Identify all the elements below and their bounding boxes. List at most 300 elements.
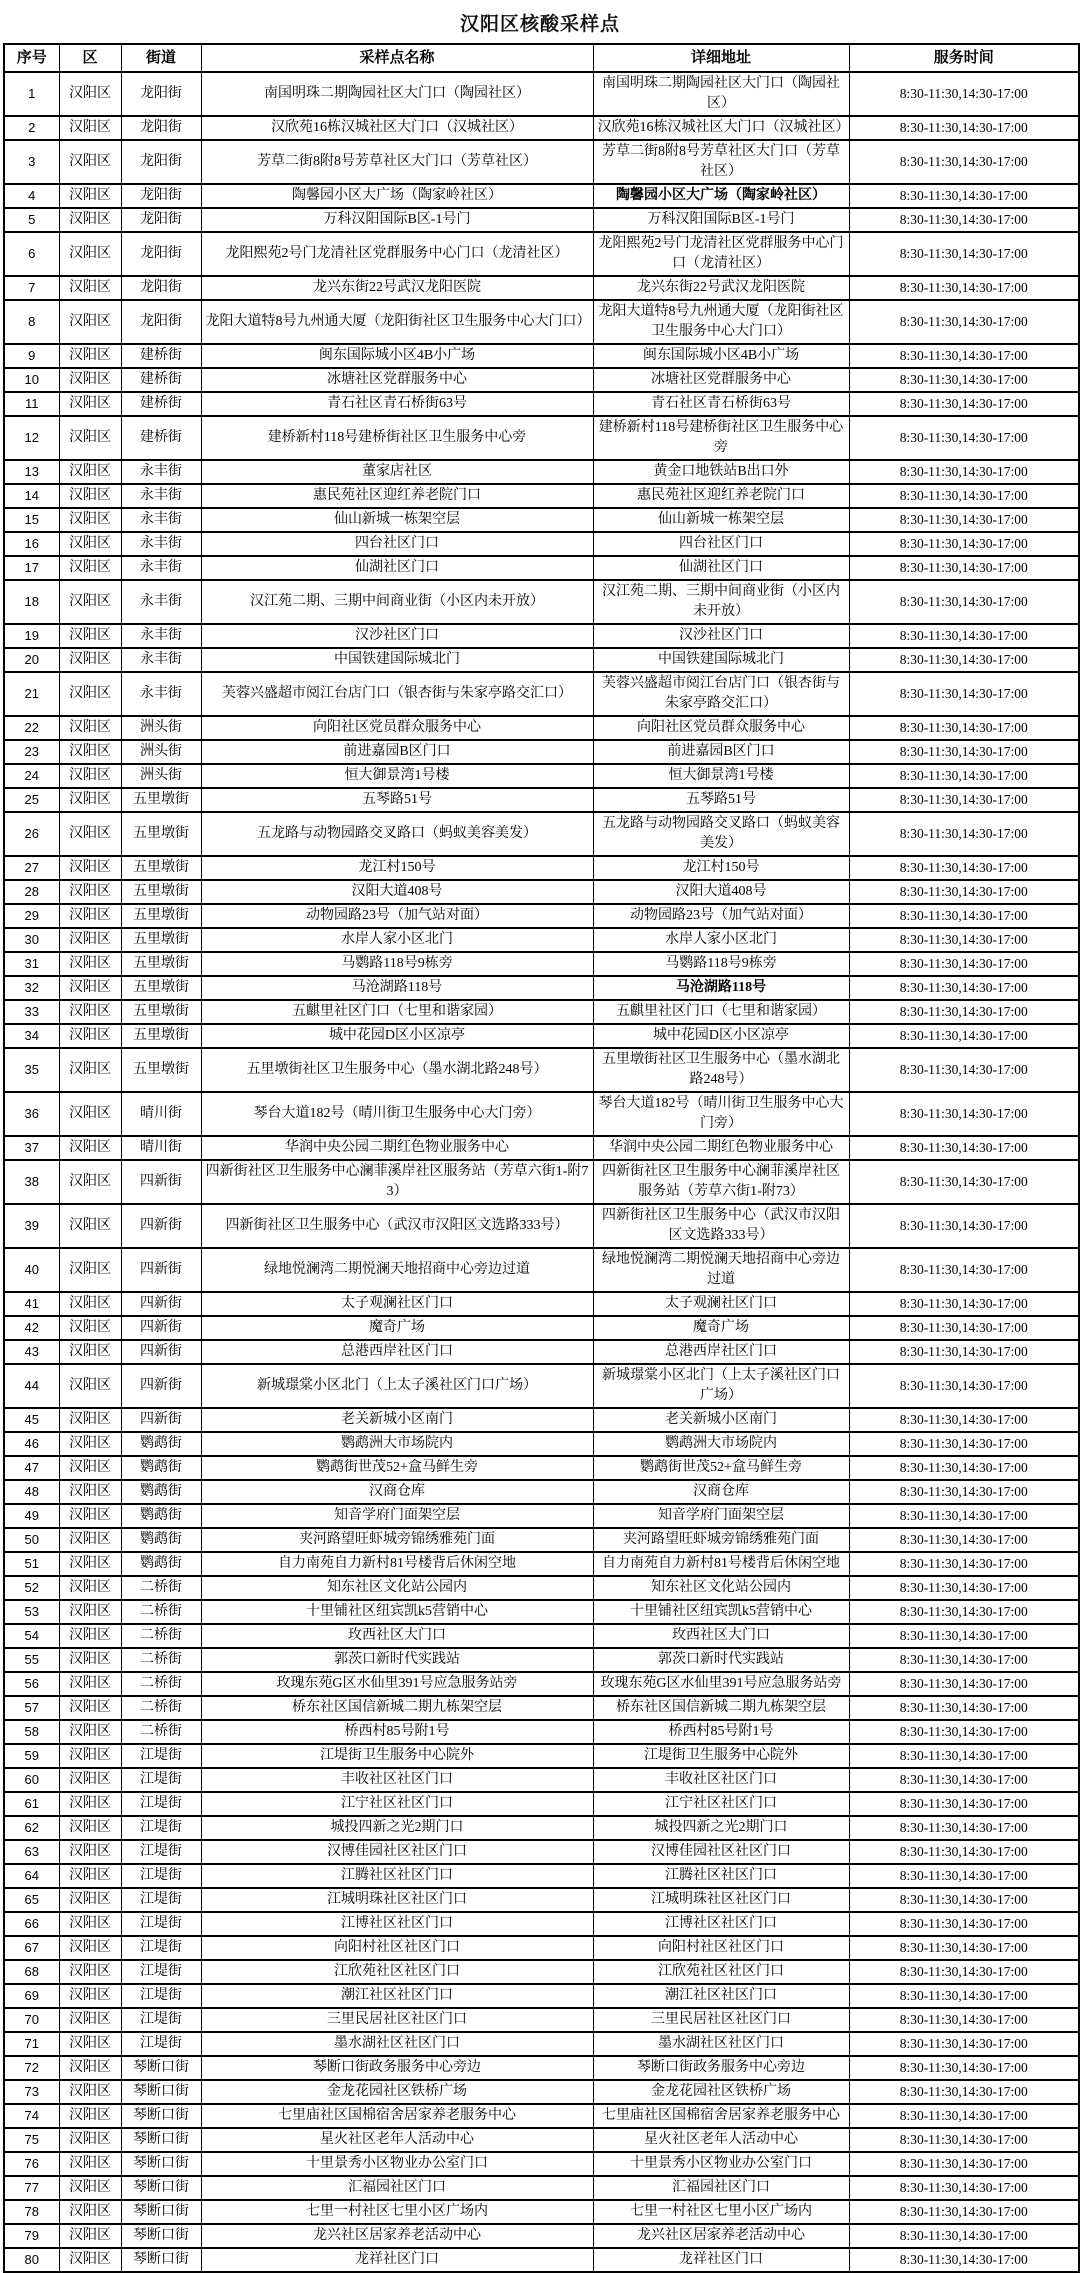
cell-no: 7 [4,276,59,300]
cell-address: 龙祥社区门口 [593,2248,849,2272]
cell-address: 新城璟棠小区北门（上太子溪社区门口广场） [593,1364,849,1408]
cell-name: 玫西社区大门口 [201,1624,593,1648]
cell-address: 四新街社区卫生服务中心（武汉市汉阳区文选路333号） [593,1204,849,1248]
cell-time: 8:30-11:30,14:30-17:00 [849,416,1079,460]
table-row [4,1292,1079,1316]
cell-no: 29 [4,904,59,928]
cell-name: 玫瑰东苑G区水仙里391号应急服务站旁 [201,1672,593,1696]
table-row [4,1204,1079,1248]
cell-district: 汉阳区 [59,276,121,300]
cell-name: 三里民居社区社区门口 [201,2008,593,2032]
cell-district: 汉阳区 [59,1504,121,1528]
cell-address: 恒大御景湾1号楼 [593,764,849,788]
cell-no: 46 [4,1432,59,1456]
cell-street: 二桥街 [121,1648,201,1672]
cell-street: 永丰街 [121,648,201,672]
cell-time: 8:30-11:30,14:30-17:00 [849,648,1079,672]
cell-name: 五龙路与动物园路交叉路口（蚂蚁美容美发） [201,812,593,856]
cell-name: 墨水湖社区社区门口 [201,2032,593,2056]
cell-district: 汉阳区 [59,1528,121,1552]
cell-street: 建桥街 [121,344,201,368]
cell-time: 8:30-11:30,14:30-17:00 [849,140,1079,184]
cell-address: 绿地悦澜湾二期悦澜天地招商中心旁边过道 [593,1248,849,1292]
cell-no: 40 [4,1248,59,1292]
cell-street: 永丰街 [121,556,201,580]
cell-no: 69 [4,1984,59,2008]
table-row [4,1364,1079,1408]
table-row [4,1984,1079,2008]
cell-district: 汉阳区 [59,1048,121,1092]
cell-name: 丰收社区社区门口 [201,1768,593,1792]
cell-time: 8:30-11:30,14:30-17:00 [849,1864,1079,1888]
cell-time: 8:30-11:30,14:30-17:00 [849,812,1079,856]
table-row [4,116,1079,140]
cell-address: 江宁社区社区门口 [593,1792,849,1816]
table-row [4,1936,1079,1960]
cell-district: 汉阳区 [59,1092,121,1136]
cell-no: 38 [4,1160,59,1204]
cell-address: 汉博佳园社区社区门口 [593,1840,849,1864]
cell-time: 8:30-11:30,14:30-17:00 [849,2224,1079,2248]
cell-name: 城投四新之光2期门口 [201,1816,593,1840]
cell-no: 51 [4,1552,59,1576]
cell-address: 汉欣苑16栋汉城社区大门口（汉城社区） [593,116,849,140]
cell-time: 8:30-11:30,14:30-17:00 [849,1364,1079,1408]
cell-address: 金龙花园社区铁桥广场 [593,2080,849,2104]
cell-street: 四新街 [121,1340,201,1364]
col-header-name: 采样点名称 [201,44,593,72]
cell-district: 汉阳区 [59,672,121,716]
cell-district: 汉阳区 [59,1204,121,1248]
cell-no: 11 [4,392,59,416]
cell-street: 龙阳街 [121,72,201,116]
cell-name: 四台社区门口 [201,532,593,556]
cell-time: 8:30-11:30,14:30-17:00 [849,556,1079,580]
table-row [4,1672,1079,1696]
cell-street: 二桥街 [121,1576,201,1600]
cell-time: 8:30-11:30,14:30-17:00 [849,1248,1079,1292]
cell-no: 32 [4,976,59,1000]
cell-no: 68 [4,1960,59,1984]
table-row [4,740,1079,764]
cell-time: 8:30-11:30,14:30-17:00 [849,1624,1079,1648]
cell-name: 自力南苑自力新村81号楼背后休闲空地 [201,1552,593,1576]
table-row [4,556,1079,580]
cell-address: 汇福园社区门口 [593,2176,849,2200]
table-row [4,532,1079,556]
table-row [4,184,1079,208]
cell-name: 汉商仓库 [201,1480,593,1504]
cell-district: 汉阳区 [59,648,121,672]
table-row [4,2176,1079,2200]
cell-address: 芳草二街8附8号芳草社区大门口（芳草社区） [593,140,849,184]
cell-address: 五龙路与动物园路交叉路口（蚂蚁美容美发） [593,812,849,856]
cell-address: 十里景秀小区物业办公室门口 [593,2152,849,2176]
table-row [4,788,1079,812]
cell-time: 8:30-11:30,14:30-17:00 [849,1816,1079,1840]
table-row [4,952,1079,976]
cell-no: 5 [4,208,59,232]
cell-street: 江堤街 [121,1768,201,1792]
cell-name: 冰塘社区党群服务中心 [201,368,593,392]
cell-street: 琴断口街 [121,2152,201,2176]
cell-name: 汉欣苑16栋汉城社区大门口（汉城社区） [201,116,593,140]
cell-name: 仙湖社区门口 [201,556,593,580]
cell-street: 江堤街 [121,2032,201,2056]
cell-time: 8:30-11:30,14:30-17:00 [849,740,1079,764]
cell-address: 马鹦路118号9栋旁 [593,952,849,976]
cell-no: 37 [4,1136,59,1160]
cell-street: 五里墩街 [121,952,201,976]
cell-district: 汉阳区 [59,392,121,416]
cell-no: 12 [4,416,59,460]
cell-name: 芳草二街8附8号芳草社区大门口（芳草社区） [201,140,593,184]
table-row [4,1552,1079,1576]
table-row [4,648,1079,672]
cell-district: 汉阳区 [59,2104,121,2128]
cell-name: 五里墩街社区卫生服务中心（墨水湖北路248号） [201,1048,593,1092]
table-row [4,1340,1079,1364]
table-row [4,232,1079,276]
cell-street: 江堤街 [121,1864,201,1888]
table-row [4,1248,1079,1292]
cell-name: 前进嘉园B区门口 [201,740,593,764]
cell-name: 江欣苑社区社区门口 [201,1960,593,1984]
cell-time: 8:30-11:30,14:30-17:00 [849,2200,1079,2224]
cell-street: 江堤街 [121,1744,201,1768]
cell-no: 75 [4,2128,59,2152]
cell-street: 永丰街 [121,672,201,716]
cell-name: 鹦鹉洲大市场院内 [201,1432,593,1456]
cell-name: 惠民苑社区迎红养老院门口 [201,484,593,508]
cell-time: 8:30-11:30,14:30-17:00 [849,2104,1079,2128]
table-row [4,2008,1079,2032]
cell-district: 汉阳区 [59,2224,121,2248]
cell-district: 汉阳区 [59,1888,121,1912]
cell-no: 30 [4,928,59,952]
cell-name: 龙兴社区居家养老活动中心 [201,2224,593,2248]
table-row [4,276,1079,300]
cell-street: 五里墩街 [121,1024,201,1048]
table-row [4,140,1079,184]
cell-time: 8:30-11:30,14:30-17:00 [849,2152,1079,2176]
cell-district: 汉阳区 [59,1936,121,1960]
cell-address: 华润中央公园二期红色物业服务中心 [593,1136,849,1160]
cell-address: 龙兴东街22号武汉龙阳医院 [593,276,849,300]
cell-time: 8:30-11:30,14:30-17:00 [849,624,1079,648]
cell-no: 39 [4,1204,59,1248]
cell-time: 8:30-11:30,14:30-17:00 [849,1984,1079,2008]
cell-time: 8:30-11:30,14:30-17:00 [849,580,1079,624]
cell-name: 十里景秀小区物业办公室门口 [201,2152,593,2176]
cell-name: 汉江苑二期、三期中间商业街（小区内未开放） [201,580,593,624]
cell-street: 琴断口街 [121,2104,201,2128]
cell-name: 陶馨园小区大广场（陶家岭社区） [201,184,593,208]
cell-time: 8:30-11:30,14:30-17:00 [849,484,1079,508]
table-row [4,1432,1079,1456]
cell-name: 绿地悦澜湾二期悦澜天地招商中心旁边过道 [201,1248,593,1292]
cell-no: 61 [4,1792,59,1816]
cell-district: 汉阳区 [59,1576,121,1600]
cell-name: 知东社区文化站公园内 [201,1576,593,1600]
table-row [4,2152,1079,2176]
cell-address: 仙山新城一栋架空层 [593,508,849,532]
cell-no: 53 [4,1600,59,1624]
cell-district: 汉阳区 [59,928,121,952]
cell-district: 汉阳区 [59,140,121,184]
table-header [4,44,1079,72]
cell-name: 鹦鹉街世茂52+盒马鲜生旁 [201,1456,593,1480]
cell-no: 28 [4,880,59,904]
cell-time: 8:30-11:30,14:30-17:00 [849,2128,1079,2152]
cell-address: 老关新城小区南门 [593,1408,849,1432]
cell-district: 汉阳区 [59,1316,121,1340]
cell-district: 汉阳区 [59,1248,121,1292]
cell-street: 琴断口街 [121,2128,201,2152]
cell-name: 龙阳熙苑2号门龙清社区党群服务中心门口（龙清社区） [201,232,593,276]
cell-district: 汉阳区 [59,1648,121,1672]
cell-name: 中国铁建国际城北门 [201,648,593,672]
cell-street: 洲头街 [121,764,201,788]
table-row [4,392,1079,416]
cell-time: 8:30-11:30,14:30-17:00 [849,208,1079,232]
cell-address: 南国明珠二期陶园社区大门口（陶园社区） [593,72,849,116]
cell-street: 龙阳街 [121,300,201,344]
cell-no: 17 [4,556,59,580]
cell-time: 8:30-11:30,14:30-17:00 [849,976,1079,1000]
cell-time: 8:30-11:30,14:30-17:00 [849,1316,1079,1340]
cell-district: 汉阳区 [59,2176,121,2200]
cell-no: 55 [4,1648,59,1672]
table-row [4,1024,1079,1048]
table-row [4,1696,1079,1720]
cell-name: 青石社区青石桥街63号 [201,392,593,416]
cell-time: 8:30-11:30,14:30-17:00 [849,232,1079,276]
cell-no: 63 [4,1840,59,1864]
cell-address: 江城明珠社区社区门口 [593,1888,849,1912]
cell-address: 四新街社区卫生服务中心澜菲溪岸社区服务站（芳草六街1-附73） [593,1160,849,1204]
cell-name: 夹河路望旺虾城旁锦绣雅苑门面 [201,1528,593,1552]
cell-name: 建桥新村118号建桥街社区卫生服务中心旁 [201,416,593,460]
cell-district: 汉阳区 [59,1160,121,1204]
cell-street: 永丰街 [121,624,201,648]
cell-address: 知东社区文化站公园内 [593,1576,849,1600]
cell-no: 13 [4,460,59,484]
cell-name: 新城璟棠小区北门（上太子溪社区门口广场） [201,1364,593,1408]
cell-name: 龙兴东街22号武汉龙阳医院 [201,276,593,300]
cell-name: 华润中央公园二期红色物业服务中心 [201,1136,593,1160]
cell-district: 汉阳区 [59,624,121,648]
cell-name: 龙阳大道特8号九州通大厦（龙阳街社区卫生服务中心大门口） [201,300,593,344]
cell-district: 汉阳区 [59,460,121,484]
cell-district: 汉阳区 [59,1456,121,1480]
cell-name: 龙祥社区门口 [201,2248,593,2272]
cell-time: 8:30-11:30,14:30-17:00 [849,1576,1079,1600]
cell-address: 桥西村85号附1号 [593,1720,849,1744]
cell-street: 洲头街 [121,740,201,764]
cell-district: 汉阳区 [59,880,121,904]
cell-address: 闽东国际城小区4B小广场 [593,344,849,368]
cell-no: 77 [4,2176,59,2200]
table-row [4,2224,1079,2248]
cell-no: 20 [4,648,59,672]
cell-address: 龙兴社区居家养老活动中心 [593,2224,849,2248]
table-row [4,484,1079,508]
cell-no: 58 [4,1720,59,1744]
cell-street: 江堤街 [121,1912,201,1936]
cell-street: 二桥街 [121,1720,201,1744]
cell-street: 江堤街 [121,1984,201,2008]
cell-address: 魔奇广场 [593,1316,849,1340]
cell-district: 汉阳区 [59,556,121,580]
cell-no: 50 [4,1528,59,1552]
cell-time: 8:30-11:30,14:30-17:00 [849,2008,1079,2032]
cell-name: 动物园路23号（加气站对面） [201,904,593,928]
cell-time: 8:30-11:30,14:30-17:00 [849,764,1079,788]
cell-district: 汉阳区 [59,2080,121,2104]
cell-address: 芙蓉兴盛超市阅江台店门口（银杏街与朱家亭路交汇口） [593,672,849,716]
table-row [4,72,1079,116]
cell-street: 琴断口街 [121,2080,201,2104]
table-row [4,1092,1079,1136]
table-row [4,1864,1079,1888]
table-row [4,1720,1079,1744]
cell-name: 潮江社区社区门口 [201,1984,593,2008]
cell-street: 建桥街 [121,392,201,416]
cell-street: 江堤街 [121,1960,201,1984]
cell-time: 8:30-11:30,14:30-17:00 [849,1204,1079,1248]
cell-time: 8:30-11:30,14:30-17:00 [849,856,1079,880]
cell-time: 8:30-11:30,14:30-17:00 [849,1408,1079,1432]
cell-street: 建桥街 [121,416,201,460]
table-row [4,1480,1079,1504]
cell-district: 汉阳区 [59,208,121,232]
table-row [4,1048,1079,1092]
cell-name: 南国明珠二期陶园社区大门口（陶园社区） [201,72,593,116]
cell-street: 四新街 [121,1292,201,1316]
table-row [4,1408,1079,1432]
cell-no: 27 [4,856,59,880]
cell-no: 22 [4,716,59,740]
table-row [4,208,1079,232]
cell-district: 汉阳区 [59,1840,121,1864]
cell-name: 七里庙社区国棉宿舍居家养老服务中心 [201,2104,593,2128]
cell-street: 五里墩街 [121,812,201,856]
cell-no: 10 [4,368,59,392]
cell-district: 汉阳区 [59,1912,121,1936]
cell-time: 8:30-11:30,14:30-17:00 [849,276,1079,300]
cell-address: 太子观澜社区门口 [593,1292,849,1316]
cell-time: 8:30-11:30,14:30-17:00 [849,1744,1079,1768]
cell-street: 鹦鹉街 [121,1552,201,1576]
sampling-points-table [3,43,1080,2273]
cell-address: 江欣苑社区社区门口 [593,1960,849,1984]
cell-address: 建桥新村118号建桥街社区卫生服务中心旁 [593,416,849,460]
cell-no: 74 [4,2104,59,2128]
table-row [4,976,1079,1000]
table-row [4,1840,1079,1864]
cell-name: 城中花园D区小区凉亭 [201,1024,593,1048]
cell-address: 五里墩街社区卫生服务中心（墨水湖北路248号） [593,1048,849,1092]
cell-no: 9 [4,344,59,368]
cell-time: 8:30-11:30,14:30-17:00 [849,1600,1079,1624]
cell-district: 汉阳区 [59,952,121,976]
cell-street: 永丰街 [121,484,201,508]
cell-no: 31 [4,952,59,976]
cell-name: 江博社区社区门口 [201,1912,593,1936]
cell-no: 70 [4,2008,59,2032]
table-row [4,1648,1079,1672]
cell-street: 鹦鹉街 [121,1504,201,1528]
cell-no: 57 [4,1696,59,1720]
cell-address: 玫瑰东苑G区水仙里391号应急服务站旁 [593,1672,849,1696]
cell-street: 鹦鹉街 [121,1528,201,1552]
cell-name: 向阳村社区社区门口 [201,1936,593,1960]
cell-address: 仙湖社区门口 [593,556,849,580]
cell-no: 73 [4,2080,59,2104]
table-row [4,672,1079,716]
cell-time: 8:30-11:30,14:30-17:00 [849,1480,1079,1504]
cell-no: 14 [4,484,59,508]
cell-no: 43 [4,1340,59,1364]
cell-district: 汉阳区 [59,2032,121,2056]
cell-street: 四新街 [121,1160,201,1204]
cell-address: 三里民居社区社区门口 [593,2008,849,2032]
cell-address: 自力南苑自力新村81号楼背后休闲空地 [593,1552,849,1576]
cell-time: 8:30-11:30,14:30-17:00 [849,1960,1079,1984]
cell-time: 8:30-11:30,14:30-17:00 [849,2176,1079,2200]
cell-no: 80 [4,2248,59,2272]
cell-address: 汉商仓库 [593,1480,849,1504]
cell-district: 汉阳区 [59,1024,121,1048]
cell-district: 汉阳区 [59,484,121,508]
cell-street: 五里墩街 [121,856,201,880]
cell-district: 汉阳区 [59,1432,121,1456]
cell-district: 汉阳区 [59,2128,121,2152]
cell-address: 星火社区老年人活动中心 [593,2128,849,2152]
cell-name: 十里铺社区纽宾凯k5营销中心 [201,1600,593,1624]
cell-address: 总港西岸社区门口 [593,1340,849,1364]
cell-time: 8:30-11:30,14:30-17:00 [849,1048,1079,1092]
col-header-time: 服务时间 [849,44,1079,72]
cell-no: 42 [4,1316,59,1340]
cell-time: 8:30-11:30,14:30-17:00 [849,300,1079,344]
cell-name: 五麒里社区门口（七里和谐家园） [201,1000,593,1024]
cell-name: 水岸人家小区北门 [201,928,593,952]
cell-address: 黄金口地铁站B出口外 [593,460,849,484]
cell-district: 汉阳区 [59,1864,121,1888]
cell-time: 8:30-11:30,14:30-17:00 [849,1696,1079,1720]
cell-district: 汉阳区 [59,1960,121,1984]
cell-name: 芙蓉兴盛超市阅江台店门口（银杏街与朱家亭路交汇口） [201,672,593,716]
cell-district: 汉阳区 [59,1696,121,1720]
cell-street: 二桥街 [121,1600,201,1624]
cell-time: 8:30-11:30,14:30-17:00 [849,344,1079,368]
col-header-street: 街道 [121,44,201,72]
cell-street: 江堤街 [121,1792,201,1816]
cell-street: 四新街 [121,1204,201,1248]
cell-no: 8 [4,300,59,344]
cell-no: 16 [4,532,59,556]
cell-time: 8:30-11:30,14:30-17:00 [849,1432,1079,1456]
cell-time: 8:30-11:30,14:30-17:00 [849,2032,1079,2056]
cell-address: 城投四新之光2期门口 [593,1816,849,1840]
cell-time: 8:30-11:30,14:30-17:00 [849,1720,1079,1744]
cell-street: 五里墩街 [121,1048,201,1092]
table-row [4,716,1079,740]
cell-no: 56 [4,1672,59,1696]
cell-time: 8:30-11:30,14:30-17:00 [849,2248,1079,2272]
